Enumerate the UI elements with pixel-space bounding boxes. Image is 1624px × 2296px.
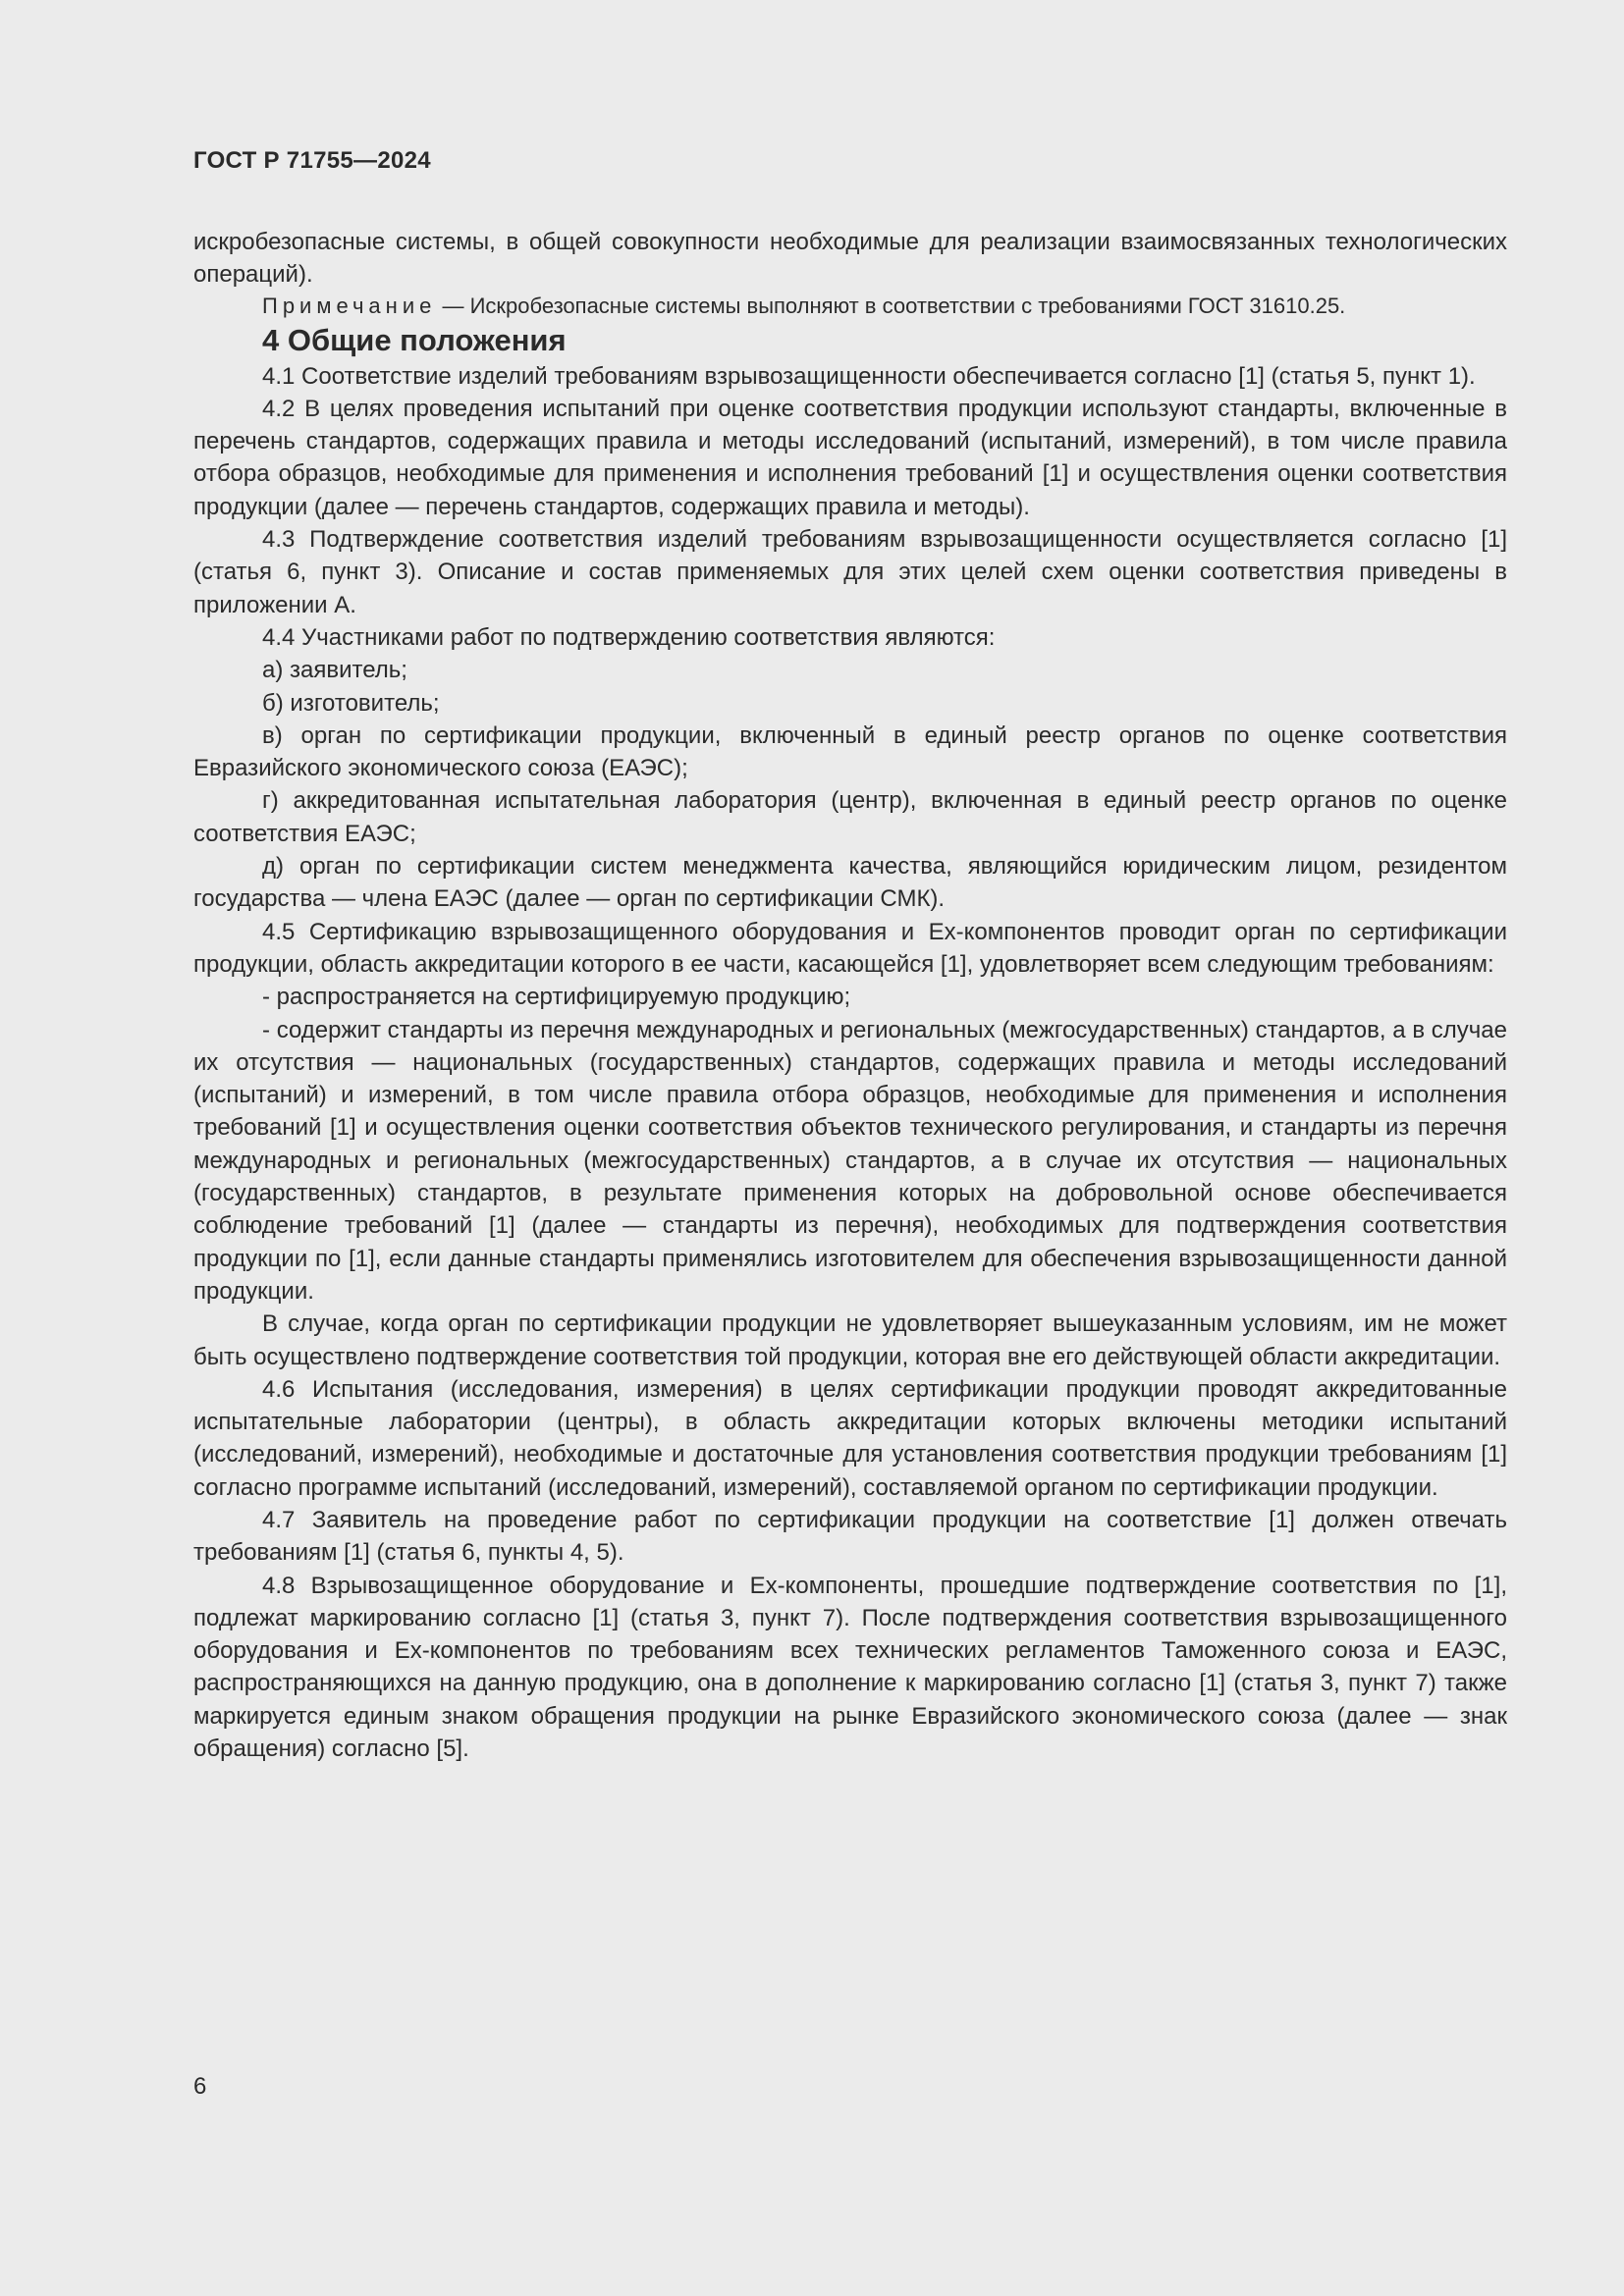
paragraph-4-8: 4.8 Взрывозащищенное оборудование и Ex-компоненты, прошедшие подтверждение соответствия по [1], подлежат маркированию согласно [1] (статья 3, пункт 7). После подтверждения соответствия взрывозащищенного оборудования и Ex-компонентов по требованиям всех технических регламентов Таможенного союза и ЕАЭС, распространяющихся на данную продукцию, она в дополнение к маркированию согласно [1] (статья 3, пункт 7) также маркируется единым знаком обращения продукции на рынке Евразийского экономического союза (далее — знак обращения) согласно [5]. [193,1572,1507,1763]
note-label: Примечание [262,293,437,318]
paragraph-4-3: 4.3 Подтверждение соответствия изделий требованиям взрывозащищенности осуществляется согласно [1] (статья 6, пункт 3). Описание и состав применяемых для этих целей схем оценки соответствия приведены в приложении А. [193,526,1507,618]
list-item: - содержит стандарты из перечня международных и региональных (межгосударственных) стандартов, а в случае их отсутствия — национальных (государственных) стандартов, содержащих правила и методы исследований (испытаний) и измерений, в том числе правила отбора образцов, необходимые для применения и исполнения требований [1] и осуществления оценки соответствия объектов технического регулирования, и стандарты из перечня международных и региональных (межгосударственных) стандартов, а в случае их отсутствия — национальных (государственных) стандартов, в результате применения которых на добровольной основе обеспечивается соблюдение требований [1] (далее — стандарты из перечня), необходимых для подтверждения соответствия продукции по [1], если данные стандарты применялись изготовителем для обеспечения взрывозащищенности данной продукции. [193,1016,1507,1305]
page-number: 6 [193,2073,207,2100]
continuation-paragraph: искробезопасные системы, в общей совокупности необходимые для реализации взаимосвязанных технологических операций). [193,229,1507,289]
list-item: - распространяется на сертифицируемую продукцию; [262,984,851,1011]
section-title: 4 Общие положения [262,322,567,357]
document-code-header: ГОСТ Р 71755—2024 [193,147,431,174]
list-item: а) заявитель; [262,657,407,684]
list-item: г) аккредитованная испытательная лаборатория (центр), включенная в единый реестр органов по оценке соответствия ЕАЭС; [193,787,1507,847]
paragraph-4-1: 4.1 Соответствие изделий требованиям взрывозащищенности обеспечивается согласно [1] (статья 5, пункт 1). [262,362,1476,390]
list-item: б) изготовитель; [262,689,440,717]
paragraph-4-4: 4.4 Участниками работ по подтверждению соответствия являются: [262,623,996,651]
document-body [193,226,1507,1765]
list-item: д) орган по сертификации систем менеджмента качества, являющийся юридическим лицом, резидентом государства — члена ЕАЭС (далее — орган по сертификации СМК). [193,853,1507,913]
list-item: в) орган по сертификации продукции, включенный в единый реестр органов по оценке соответствия Евразийского экономического союза (ЕАЭС); [193,721,1507,782]
note [193,292,1507,321]
paragraph-4-5: 4.5 Сертификацию взрывозащищенного оборудования и Ex-компонентов проводит орган по сертификации продукции, область аккредитации которого в ее части, касающейся [1], удовлетворяет всем следующим требованиям: [193,918,1507,978]
paragraph-4-5-tail: В случае, когда орган по сертификации продукции не удовлетворяет вышеуказанным условиям, им не может быть осуществлено подтверждение соответствия той продукции, которая вне его действующей области аккредитации. [193,1310,1507,1370]
note-text: — Искробезопасные системы выполняют в соответствии с требованиями ГОСТ 31610.25. [436,293,1346,318]
paragraph-4-2: 4.2 В целях проведения испытаний при оценке соответствия продукции используют стандарты, включенные в перечень стандартов, содержащих правила и методы исследований (испытаний, измерений), в том числе правила отбора образцов, необходимые для применения и исполнения требований [1] и осуществления оценки соответствия продукции (далее — перечень стандартов, содержащих правила и методы). [193,395,1507,520]
paragraph-4-7: 4.7 Заявитель на проведение работ по сертификации продукции на соответствие [1] должен отвечать требованиям [1] (статья 6, пункты 4, 5). [193,1506,1507,1567]
paragraph-4-6: 4.6 Испытания (исследования, измерения) в целях сертификации продукции проводят аккредитованные испытательные лаборатории (центры), в область аккредитации которых включены методики испытаний (исследований, измерений), необходимые и достаточные для установления соответствия продукции требованиям [1] согласно программе испытаний (исследований, измерений), составляемой органом по сертификации продукции. [193,1375,1507,1501]
